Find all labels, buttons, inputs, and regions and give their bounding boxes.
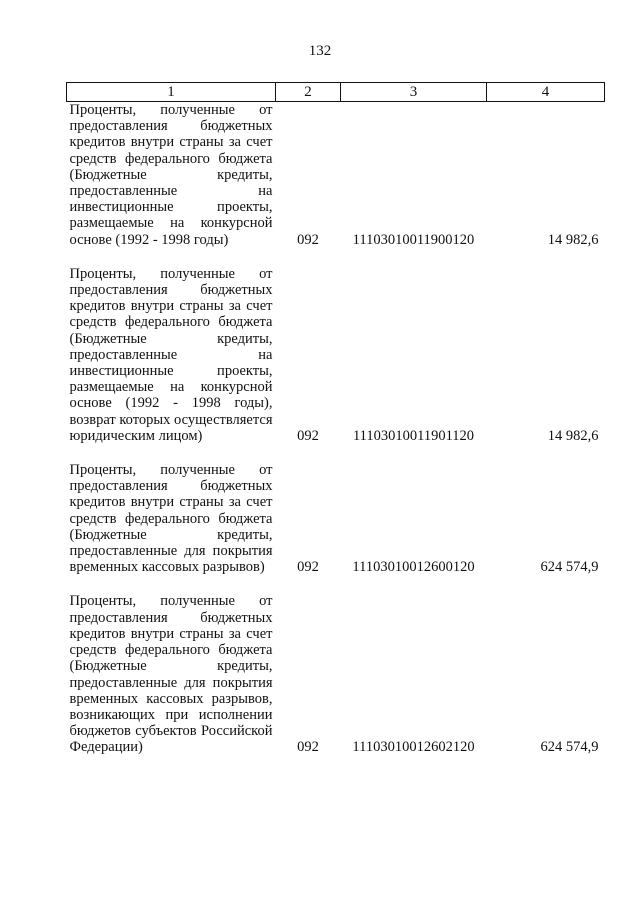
column-header-2: 2 [276, 83, 341, 102]
row-admin-code: 092 [297, 559, 319, 576]
row-description: Проценты, полученные от предоставления бюджетных кредитов внутри страны за счет средств федерального бюджета (Бюджетные кредиты, предоставленные на инвестиционные проекты, размещаемые на конкурсной основе (1992 - 1998 годы) [69, 102, 273, 248]
row-description: Проценты, полученные от предоставления бюджетных кредитов внутри страны за счет средств федерального бюджета (Бюджетные кредиты, предоставленные на инвестиционные проекты, размещаемые на конкурсной основе (1992 - 1998 годы), возврат которых осуществляется юридическим лицом) [69, 265, 273, 444]
row-budget-code: 11103010011901120 [352, 427, 475, 444]
table-row [67, 266, 605, 444]
row-spacer [67, 575, 605, 593]
table-header-row [67, 83, 605, 102]
column-header-3: 3 [341, 83, 487, 102]
row-admin-code: 092 [297, 231, 319, 248]
row-budget-code: 11103010012602120 [352, 739, 475, 756]
row-admin-code: 092 [297, 739, 319, 756]
row-spacer [67, 248, 605, 266]
column-header-4: 4 [487, 83, 605, 102]
row-budget-code: 11103010012600120 [352, 559, 475, 576]
column-header-1: 1 [67, 83, 276, 102]
table-row [67, 462, 605, 575]
row-admin-code: 092 [297, 427, 319, 444]
page-number: 132 [308, 43, 332, 59]
row-amount: 14 982,6 [547, 231, 599, 248]
row-amount: 14 982,6 [547, 427, 599, 444]
table-row [67, 102, 605, 248]
row-amount: 624 574,9 [540, 739, 599, 756]
row-spacer [67, 444, 605, 462]
budget-table [66, 82, 605, 756]
row-description: Проценты, полученные от предоставления бюджетных кредитов внутри страны за счет средств федерального бюджета (Бюджетные кредиты, предоставленные для покрытия временных кассовых разрывов, возникающих при исполнении бюджетов субъектов Российской Федерации) [69, 593, 273, 756]
row-amount: 624 574,9 [540, 559, 599, 576]
row-budget-code: 11103010011900120 [352, 231, 475, 248]
table-row [67, 593, 605, 755]
row-description: Проценты, полученные от предоставления бюджетных кредитов внутри страны за счет средств федерального бюджета (Бюджетные кредиты, предоставленные для покрытия временных кассовых разрывов) [69, 462, 273, 576]
